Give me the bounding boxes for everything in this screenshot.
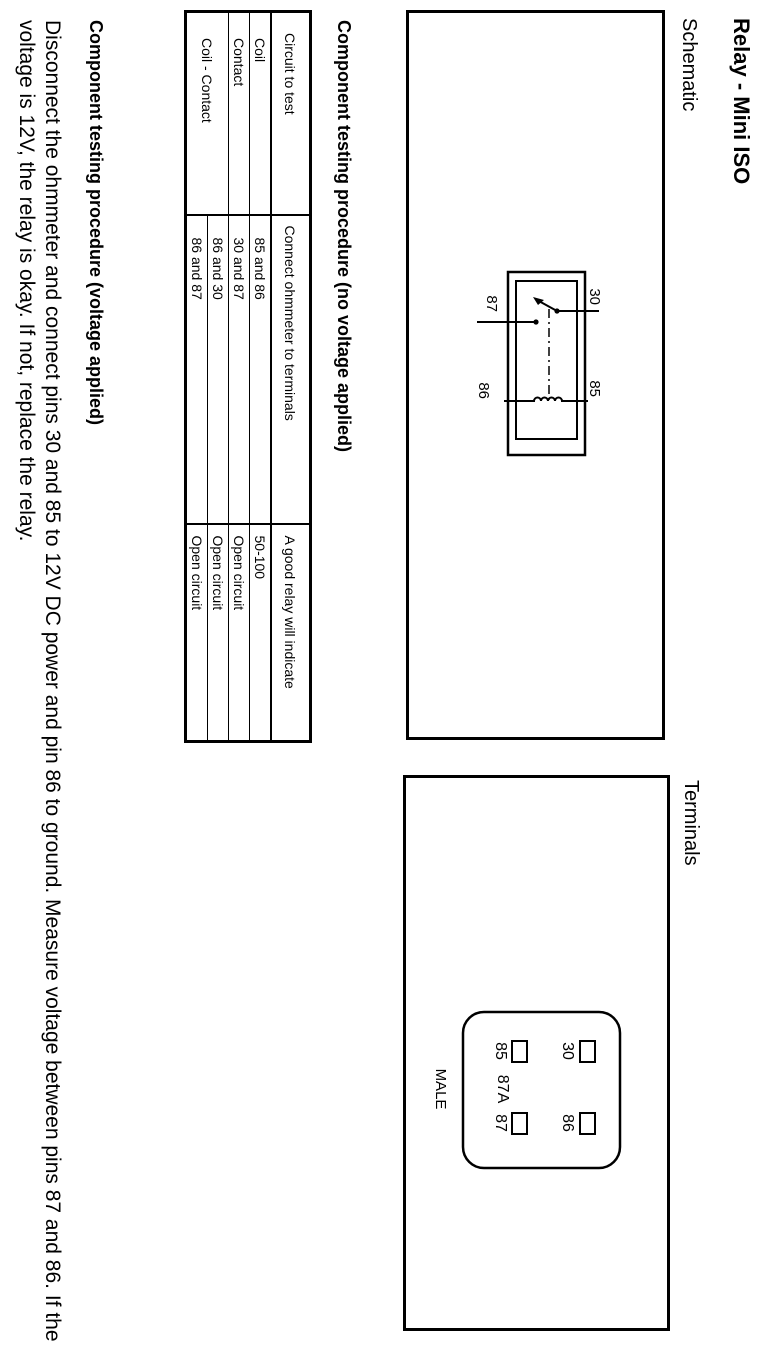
no-voltage-heading: Component testing procedure (no voltage applied) <box>334 20 354 453</box>
switch-arm <box>533 297 557 311</box>
terminals-section-label: Terminals <box>680 780 702 866</box>
cell-indication: Open circuit <box>186 524 208 742</box>
cell-indication: Open circuit <box>229 524 250 742</box>
relay-schematic-diagram <box>406 10 665 740</box>
terminal-label-87a: 87A <box>494 1074 511 1104</box>
header-connect-ohmmeter: Connect ohmmeter to terminals <box>271 215 311 524</box>
no-voltage-test-table <box>184 10 312 743</box>
schematic-section-label: Schematic <box>678 18 700 112</box>
cell-terminals: 85 and 86 <box>250 215 272 524</box>
terminal-pin-86 <box>559 1113 595 1134</box>
terminal-label-87: 87 <box>492 1114 509 1132</box>
cell-terminals: 86 and 30 <box>208 215 229 524</box>
cell-terminals: 30 and 87 <box>229 215 250 524</box>
table-row <box>229 12 250 742</box>
relay-terminals-diagram <box>403 775 670 1331</box>
header-good-relay-indication: A good relay will indicate <box>271 524 311 742</box>
terminal-pin-30 <box>559 1041 595 1062</box>
voltage-heading: Component testing procedure (voltage applied) <box>86 20 106 426</box>
terminal-pin-87 <box>492 1113 527 1134</box>
schematic-pin-label-85: 85 <box>586 380 603 397</box>
cell-circuit: Contact <box>229 12 250 215</box>
terminal-label-85: 85 <box>492 1042 509 1060</box>
terminal-label-30: 30 <box>559 1042 576 1060</box>
schematic-pin-label-30: 30 <box>586 288 603 305</box>
voltage-procedure-paragraph: Disconnect the ohmmeter and connect pins 30 and 85 to 12V DC power and pin 86 to ground. Measure voltage between pins 87 and 86. If the voltage is 12V, the relay is okay. If not, replace the relay. <box>15 20 64 1342</box>
schematic-pin-label-87: 87 <box>483 295 500 312</box>
table-header-row <box>271 12 311 742</box>
cell-terminals: 86 and 87 <box>186 215 208 524</box>
terminal-label-86: 86 <box>559 1114 576 1132</box>
relay-body <box>508 272 585 455</box>
terminal-pin-85 <box>492 1041 527 1062</box>
connector-type-label: MALE <box>432 1068 449 1110</box>
header-circuit-to-test: Circuit to test <box>271 12 311 215</box>
cell-indication: Open circuit <box>208 524 229 742</box>
page-title: Relay - Mini ISO <box>729 18 754 185</box>
cell-circuit: Coil - Contact <box>186 12 229 215</box>
cell-circuit: Coil <box>250 12 272 215</box>
cell-indication: 50-100 <box>250 524 272 742</box>
relay-base-outline <box>463 1012 620 1168</box>
table-row <box>250 12 272 742</box>
schematic-pin-label-86: 86 <box>475 382 492 399</box>
table-row <box>208 12 229 742</box>
